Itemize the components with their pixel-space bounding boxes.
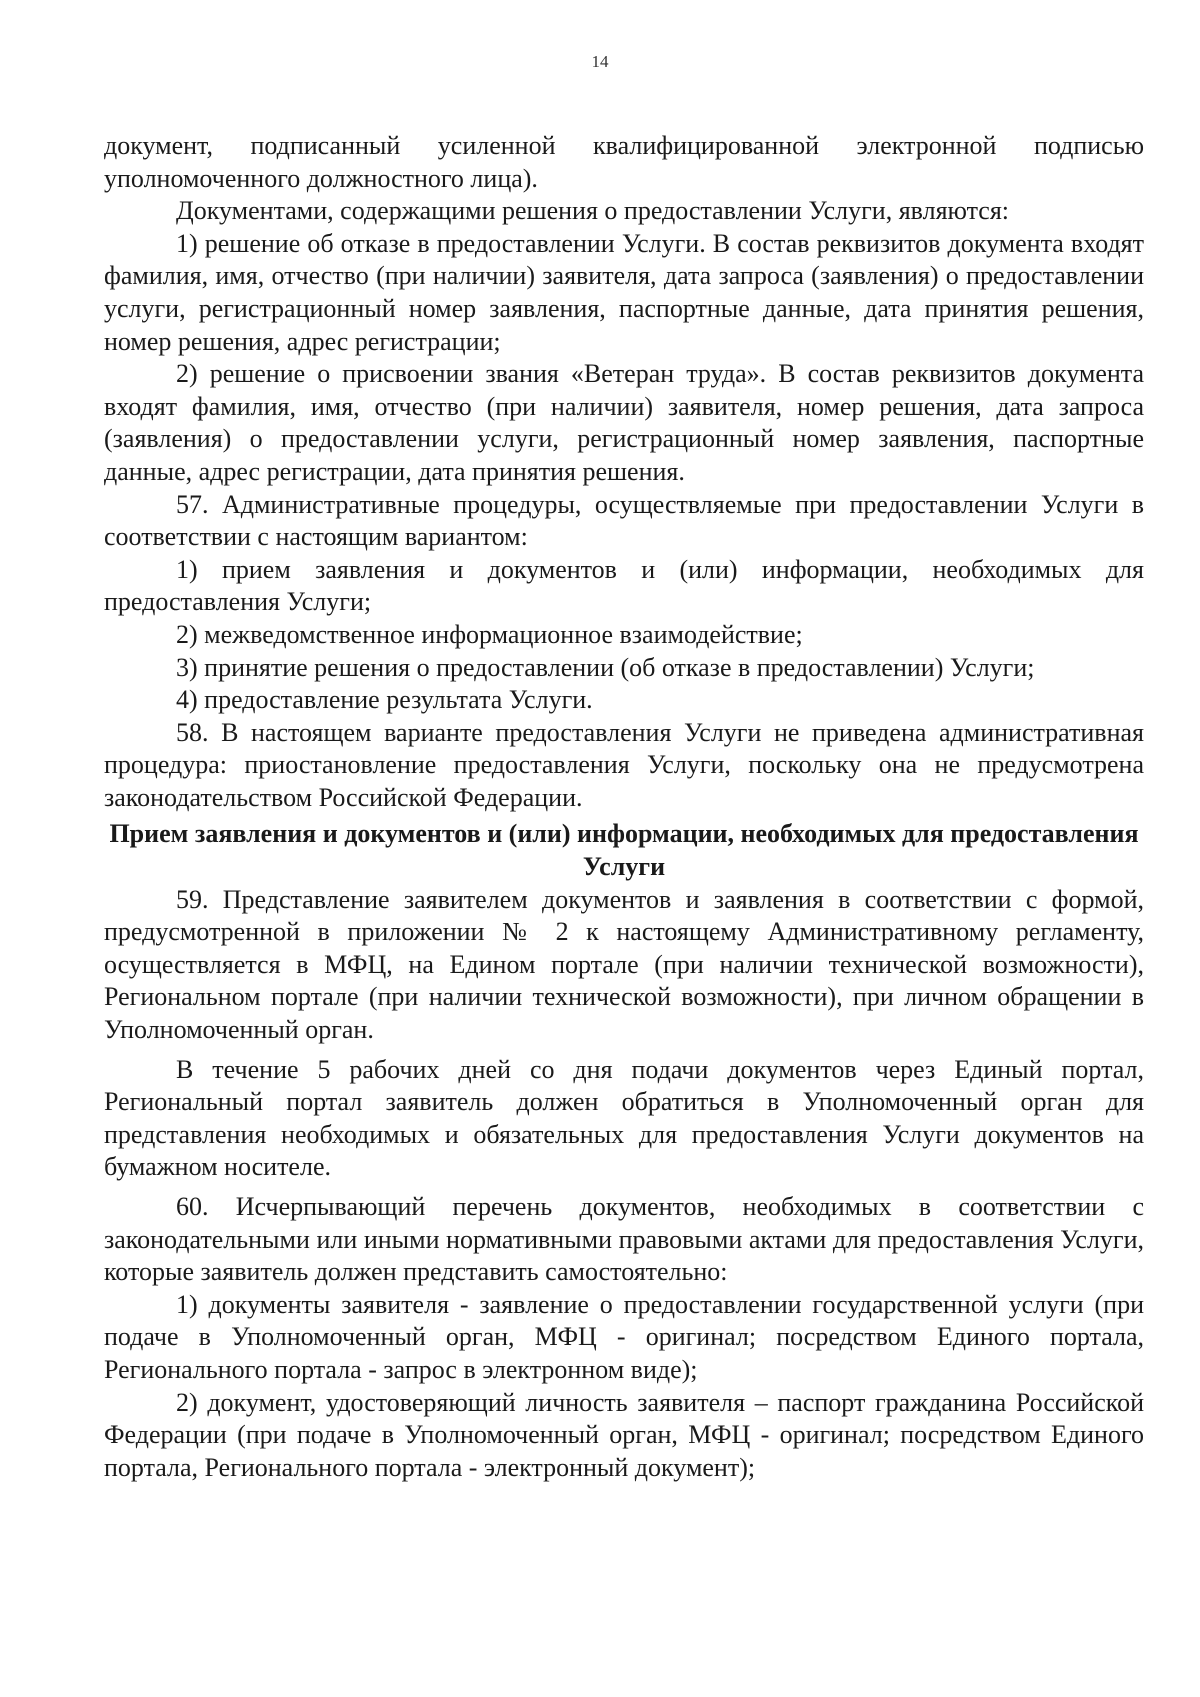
list-item: 2) документ, удостоверяющий личность заявителя – паспорт гражданина Российской Федерации (при подаче в Уполномоченный орган, МФЦ - оригинал; посредством Единого портала, Регионального портала - электронный документ); [104, 1387, 1144, 1482]
paragraph-59: 59. Представление заявителем документов и заявления в соответствии с формой, предусмотренной в приложении № 2 к настоящему Административному регламенту, осуществляется в МФЦ, на Едином портале (при наличии технической возможности), Региональном портале (при наличии технической возможности), при личном обращении в Уполномоченный орган. [104, 884, 1144, 1045]
paragraph: Документами, содержащими решения о предоставлении Услуги, являются: [176, 196, 1010, 226]
page-number: 14 [591, 52, 609, 71]
list-item: 1) прием заявления и документов и (или) информации, необходимых для предоставления Услуги; [104, 554, 1144, 617]
list-item: 2) решение о присвоении звания «Ветеран труда». В состав реквизитов документа входят фамилия, имя, отчество (при наличии) заявителя, номер решения, дата запроса (заявления) о предоставлении услуги, регистрационный номер заявления, паспортные данные, адрес регистрации, дата принятия решения. [104, 359, 1144, 486]
list-item: 3) принятие решения о предоставлении (об отказе в предоставлении) Услуги; [176, 652, 1035, 682]
paragraph: документ, подписанный усиленной квалифицированной электронной подписью уполномоченного должностного лица). [104, 131, 1144, 193]
list-item: 2) межведомственное информационное взаимодействие; [176, 619, 803, 649]
section-heading: Прием заявления и документов и (или) информации, необходимых для предоставления Услуги [109, 819, 1139, 882]
paragraph-58: 58. В настоящем варианте предоставления Услуги не приведена административная процедура: приостановление предоставления Услуги, поскольку она не предусмотрена законодательством Российской Федерации. [104, 717, 1144, 812]
paragraph-57: 57. Административные процедуры, осуществляемые при предоставлении Услуги в соответствии с настоящим вариантом: [104, 489, 1144, 552]
document-body [104, 130, 1144, 1484]
list-item: 1) документы заявителя - заявление о предоставлении государственной услуги (при подаче в Уполномоченный орган, МФЦ - оригинал; посредством Единого портала, Регионального портала - запрос в электронном виде); [104, 1289, 1144, 1384]
paragraph: В течение 5 рабочих дней со дня подачи документов через Единый портал, Региональный портал заявитель должен обратиться в Уполномоченный орган для представления необходимых и обязательных для предоставления Услуги документов на бумажном носителе. [104, 1054, 1144, 1182]
list-item: 1) решение об отказе в предоставлении Услуги. В состав реквизитов документа входят фамилия, имя, отчество (при наличии) заявителя, дата запроса (заявления) о предоставлении услуги, регистрационный номер заявления, паспортные данные, дата принятия решения, номер решения, адрес регистрации; [104, 228, 1144, 356]
paragraph-60: 60. Исчерпывающий перечень документов, необходимых в соответствии с законодательными или иными нормативными правовыми актами для предоставления Услуги, которые заявитель должен представить самостоятельно: [104, 1192, 1144, 1287]
list-item: 4) предоставление результата Услуги. [176, 685, 593, 715]
